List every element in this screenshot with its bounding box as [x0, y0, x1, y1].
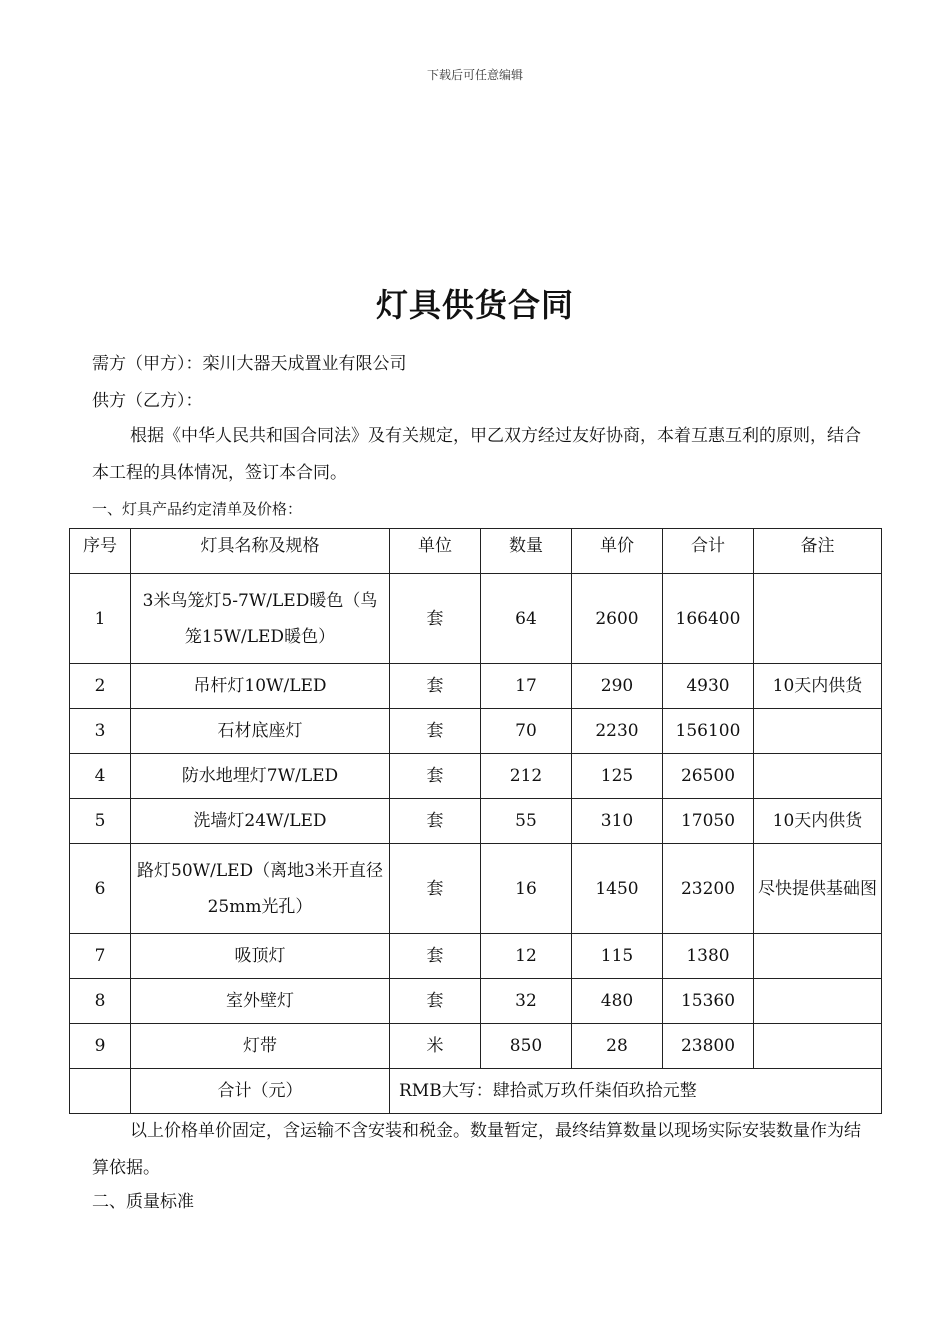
- cell-name: 路灯50W/LED（离地3米开直径25mm光孔）: [131, 844, 390, 934]
- cell-total: 1380: [663, 934, 754, 979]
- cell-unit: 套: [390, 799, 481, 844]
- cell-no: 2: [70, 664, 131, 709]
- cell-total: 23800: [663, 1024, 754, 1069]
- cell-no: 3: [70, 709, 131, 754]
- cell-name: 3米鸟笼灯5-7W/LED暖色（鸟笼15W/LED暖色）: [131, 574, 390, 664]
- cell-qty: 70: [481, 709, 572, 754]
- cell-qty: 32: [481, 979, 572, 1024]
- table-row: [70, 1024, 882, 1069]
- cell-qty: 55: [481, 799, 572, 844]
- total-label-cell: 合计（元）: [131, 1069, 390, 1114]
- section-1-heading: 一、灯具产品约定清单及价格：: [92, 500, 303, 518]
- table-row: [70, 844, 882, 934]
- cell-name: 石材底座灯: [131, 709, 390, 754]
- cell-unit: 套: [390, 934, 481, 979]
- cell-price: 28: [572, 1024, 663, 1069]
- cell-qty: 12: [481, 934, 572, 979]
- cell-no: 5: [70, 799, 131, 844]
- header-cell-no: 序号: [70, 529, 131, 574]
- cell-unit: 套: [390, 664, 481, 709]
- cell-note: [754, 709, 882, 754]
- total-amount-cell: RMB大写：肆拾贰万玖仟柒佰玖拾元整: [390, 1069, 882, 1114]
- cell-note: 10天内供货: [754, 664, 882, 709]
- cell-name: 防水地埋灯7W/LED: [131, 754, 390, 799]
- goods-price-table: [69, 528, 882, 1114]
- cell-note: [754, 754, 882, 799]
- table-row: [70, 934, 882, 979]
- header-cell-total: 合计: [663, 529, 754, 574]
- table-row: [70, 664, 882, 709]
- header-cell-unit: 单位: [390, 529, 481, 574]
- table-total-row: [70, 1069, 882, 1114]
- table-header-row: [70, 529, 882, 574]
- document-title: 灯具供货合同: [375, 286, 574, 324]
- cell-qty: 16: [481, 844, 572, 934]
- cell-no: 9: [70, 1024, 131, 1069]
- table-row: [70, 754, 882, 799]
- cell-price: 2230: [572, 709, 663, 754]
- cell-total: 23200: [663, 844, 754, 934]
- cell-qty: 212: [481, 754, 572, 799]
- header-cell-qty: 数量: [481, 529, 572, 574]
- cell-name: 灯带: [131, 1024, 390, 1069]
- section-2-heading: 二、质量标准: [92, 1192, 194, 1212]
- header-cell-name: 灯具名称及规格: [131, 529, 390, 574]
- cell-note: [754, 979, 882, 1024]
- cell-unit: 米: [390, 1024, 481, 1069]
- pricing-terms-paragraph: 以上价格单价固定，含运输不含安装和税金。数量暂定，最终结算数量以现场实际安装数量作为结算依据。: [92, 1121, 861, 1178]
- header-cell-note: 备注: [754, 529, 882, 574]
- cell-qty: 17: [481, 664, 572, 709]
- cell-total: 26500: [663, 754, 754, 799]
- cell-qty: 850: [481, 1024, 572, 1069]
- intro-paragraph: 根据《中华人民共和国合同法》及有关规定，甲乙双方经过友好协商，本着互惠互利的原则，结合本工程的具体情况，签订本合同。: [92, 426, 861, 483]
- cell-total: 17050: [663, 799, 754, 844]
- table-row: [70, 709, 882, 754]
- cell-note: [754, 1024, 882, 1069]
- party-a-line: 需方（甲方）：栾川大器天成置业有限公司: [92, 354, 407, 374]
- cell-price: 125: [572, 754, 663, 799]
- cell-name: 室外壁灯: [131, 979, 390, 1024]
- cell-qty: 64: [481, 574, 572, 664]
- cell-note: 尽快提供基础图: [754, 844, 882, 934]
- cell-unit: 套: [390, 979, 481, 1024]
- cell-name: 洗墙灯24W/LED: [131, 799, 390, 844]
- cell-unit: 套: [390, 574, 481, 664]
- cell-price: 2600: [572, 574, 663, 664]
- header-note: 下载后可任意编辑: [426, 68, 523, 82]
- cell-note: [754, 574, 882, 664]
- cell-price: 310: [572, 799, 663, 844]
- cell-unit: 套: [390, 754, 481, 799]
- cell-no: 8: [70, 979, 131, 1024]
- cell-price: 115: [572, 934, 663, 979]
- cell-total: 156100: [663, 709, 754, 754]
- cell-name: 吸顶灯: [131, 934, 390, 979]
- cell-total: 15360: [663, 979, 754, 1024]
- party-b-line: 供方（乙方）：: [92, 391, 203, 411]
- cell-no: 7: [70, 934, 131, 979]
- cell-total: 4930: [663, 664, 754, 709]
- cell-price: 290: [572, 664, 663, 709]
- table-row: [70, 979, 882, 1024]
- table-row: [70, 574, 882, 664]
- header-cell-price: 单价: [572, 529, 663, 574]
- cell-unit: 套: [390, 844, 481, 934]
- cell-total: 166400: [663, 574, 754, 664]
- cell-price: 1450: [572, 844, 663, 934]
- cell-note: 10天内供货: [754, 799, 882, 844]
- cell-name: 吊杆灯10W/LED: [131, 664, 390, 709]
- cell-price: 480: [572, 979, 663, 1024]
- cell-no: 1: [70, 574, 131, 664]
- cell-empty: [70, 1069, 131, 1114]
- cell-no: 4: [70, 754, 131, 799]
- cell-unit: 套: [390, 709, 481, 754]
- cell-no: 6: [70, 844, 131, 934]
- table-row: [70, 799, 882, 844]
- cell-note: [754, 934, 882, 979]
